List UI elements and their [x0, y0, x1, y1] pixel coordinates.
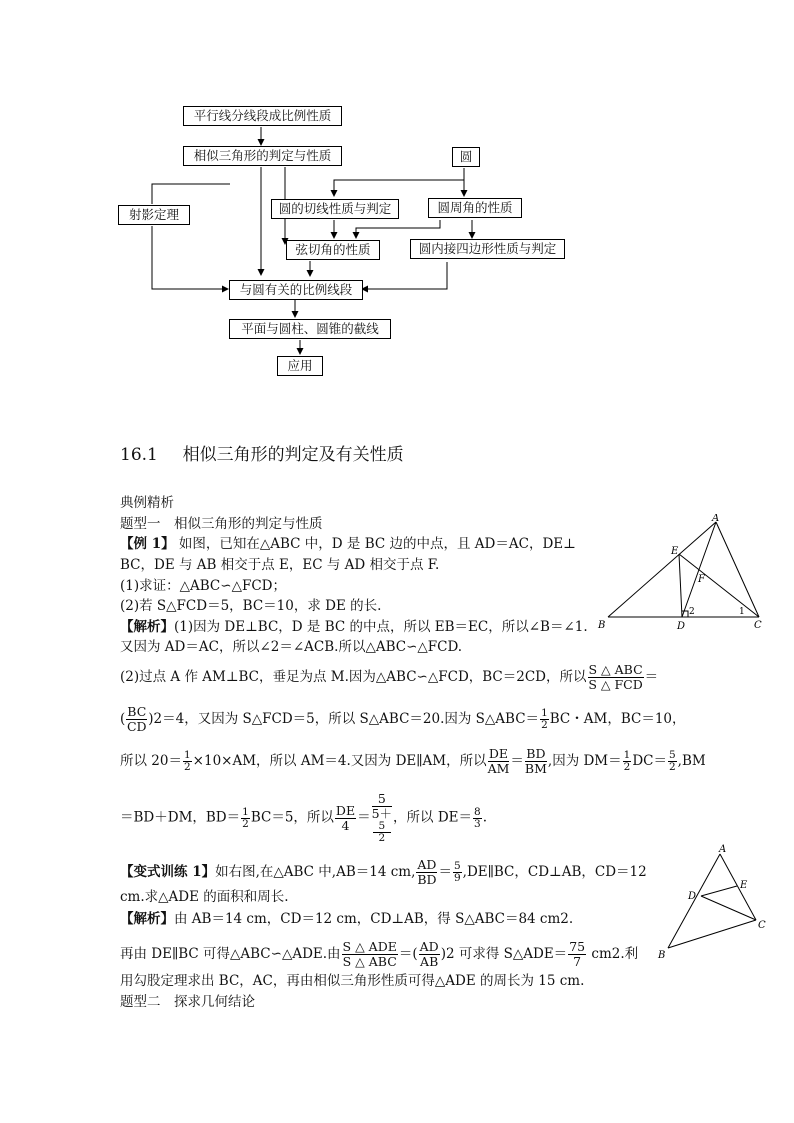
text-span: ×10×AM，所以 AM＝4.又因为 DE∥AM，所以: [192, 753, 487, 769]
angle-label-2: 2: [689, 607, 695, 617]
section-number: 16.1: [120, 445, 158, 465]
segment-ac: [716, 522, 759, 617]
segment-ac: [720, 854, 756, 920]
text-span: )2 可求得 S△ADE＝: [440, 946, 568, 962]
flow-box-chord-tangent-angle: 弦切角的性质: [286, 240, 380, 260]
point-label-f: F: [698, 574, 705, 585]
point-label-e: E: [740, 880, 748, 891]
text-span: .: [482, 809, 487, 826]
text-span: (: [120, 711, 126, 727]
solution-tag: 【解析】: [120, 619, 174, 635]
figure-triangle-abc-1: [596, 514, 772, 634]
segment-cd: [701, 896, 756, 920]
text-span: 由 AB＝14 cm，CD＝12 cm，CD⊥AB，得 S△ABC＝84 cm2.: [174, 911, 574, 927]
text-line: [120, 617, 588, 637]
section-heading: [120, 440, 404, 465]
text-span: ＝: [644, 669, 659, 685]
exercise-tag: 【变式训练 1】: [120, 864, 216, 880]
solution-tag: 【解析】: [120, 911, 174, 927]
fraction: $\frac{1}{2}$: [183, 749, 191, 773]
fraction: $\frac{DE}{AM}$: [487, 746, 510, 776]
fraction: $\frac{75}{7}$: [569, 939, 586, 969]
text-line: 典例精析: [120, 495, 174, 511]
angle-label-1: 1: [739, 607, 745, 617]
fraction: $\frac{\text{S △ ABC}}{\text{S △ FCD}}$: [588, 662, 643, 692]
flow-box-inscribed-angle: 圆周角的性质: [428, 198, 522, 218]
text-span: ＝(: [398, 946, 418, 962]
flow-box-projection-theorem: 射影定理: [118, 205, 190, 225]
text-span: 所以 20＝: [120, 753, 182, 769]
text-line: [120, 534, 576, 554]
text-line: [120, 940, 638, 969]
point-label-b: B: [658, 950, 666, 961]
text-line: BC，DE 与 AB 相交于点 E，EC 与 AD 相交于点 F.: [120, 557, 440, 573]
fraction: $\frac{1}{2}$: [541, 707, 548, 731]
fraction: $\frac{BD}{BM}$: [524, 746, 547, 776]
fraction: $\frac{1}{2}$: [623, 749, 631, 773]
point-label-a: A: [712, 514, 720, 524]
fraction: $\frac{AD}{BD}$: [417, 857, 437, 887]
text-span: (1)因为 DE⊥BC，D 是 BC 的中点，所以 EB＝EC，所以∠B＝∠1.: [174, 619, 588, 635]
flow-box-circle: 圆: [452, 147, 480, 167]
segment-ab: [608, 522, 716, 617]
text-line: (2)若 S△FCD＝5，BC＝10，求 DE 的长.: [120, 598, 382, 614]
flow-box-similar-triangles: 相似三角形的判定与性质: [183, 146, 342, 166]
fraction: $\frac{5}{9}$: [453, 860, 461, 884]
text-span: 如图，已知在△ABC 中，D 是 BC 边的中点，且 AD＝AC，DE⊥: [174, 536, 576, 552]
text-line: (1)求证：△ABC∽△FCD；: [120, 578, 286, 594]
point-label-e: E: [671, 546, 679, 557]
text-span: )2＝4，又因为 S△FCD＝5，所以 S△ABC＝20.因为 S△ABC＝: [148, 711, 540, 727]
fraction: $\frac{\text{S △ ADE}}{\text{S △ ABC}}$: [342, 939, 397, 969]
text-line: [120, 858, 647, 887]
flow-box-tangent: 圆的切线性质与判定: [271, 199, 399, 219]
text-line: cm.求△ADE 的面积和周长.: [120, 889, 289, 905]
section-title: 相似三角形的判定及有关性质: [182, 445, 404, 465]
text-span: BC＝5，所以: [250, 809, 334, 826]
flow-box-conic-sections: 平面与圆柱、圆锥的截线: [229, 319, 391, 339]
flow-box-proportional-segments: 与圆有关的比例线段: [229, 280, 363, 300]
text-line: 题型一 相似三角形的判定与性质: [120, 516, 323, 532]
text-span: (2)过点 A 作 AM⊥BC，垂足为点 M.因为△ABC∽△FCD，BC＝2CD，所以: [120, 669, 587, 685]
fraction: $\frac{DE}{4}$: [335, 802, 356, 833]
point-label-d: D: [688, 891, 697, 902]
text-span: ＝: [510, 753, 524, 769]
text-span: ,因为 DM＝: [547, 753, 622, 769]
text-line: [120, 747, 706, 776]
fraction: 5 5＋ 5 2: [371, 791, 393, 844]
figure-triangle-abc-2: [656, 844, 768, 962]
text-line: 又因为 AD＝AC，所以∠2＝∠ACB.所以△ABC∽△FCD.: [120, 639, 463, 655]
point-label-b: B: [598, 620, 606, 631]
text-span: ,BM: [677, 753, 706, 769]
fraction: $\frac{AD}{AB}$: [419, 939, 439, 969]
fraction: $\frac{8}{3}$: [474, 805, 481, 830]
text-line: [120, 909, 573, 929]
text-line: [120, 792, 487, 844]
text-line: 题型二 探求几何结论: [120, 994, 255, 1010]
fraction: $\frac{1}{2}$: [242, 805, 249, 830]
text-span: ＝: [438, 864, 452, 880]
segment-de: [701, 886, 737, 896]
text-span: DC＝: [632, 753, 667, 769]
point-label-c: C: [758, 920, 766, 931]
text-span: 再由 DE∥BC 可得△ABC∽△ADE.由: [120, 946, 341, 962]
text-line: [120, 705, 686, 734]
text-line: 用勾股定理求出 BC，AC，再由相似三角形性质可得△ADE 的周长为 15 cm.: [120, 973, 585, 989]
text-span: cm2.利: [587, 946, 639, 962]
segment-de: [679, 554, 682, 617]
example-tag: 【例 1】: [120, 536, 175, 552]
point-label-c: C: [754, 620, 762, 631]
fraction: $\frac{5}{2}$: [668, 749, 676, 773]
fraction: $\frac{BC}{CD}$: [126, 704, 147, 734]
text-span: ，所以 DE＝: [393, 809, 473, 826]
text-line: [120, 663, 658, 692]
point-label-a: A: [719, 844, 727, 855]
text-span: ＝: [357, 809, 371, 826]
flow-box-application: 应用: [277, 356, 323, 376]
text-span: ＝BD＋DM，BD＝: [120, 809, 241, 826]
flow-box-cyclic-quadrilateral: 圆内接四边形性质与判定: [410, 239, 565, 259]
flow-box-parallel-lines: 平行线分线段成比例性质: [183, 106, 342, 126]
point-label-d: D: [677, 621, 686, 632]
text-span: BC・AM，BC＝10，: [549, 711, 686, 727]
text-span: 如右图,在△ABC 中,AB＝14 cm,: [215, 864, 416, 880]
text-span: ,DE∥BC，CD⊥AB，CD＝12: [462, 864, 647, 880]
